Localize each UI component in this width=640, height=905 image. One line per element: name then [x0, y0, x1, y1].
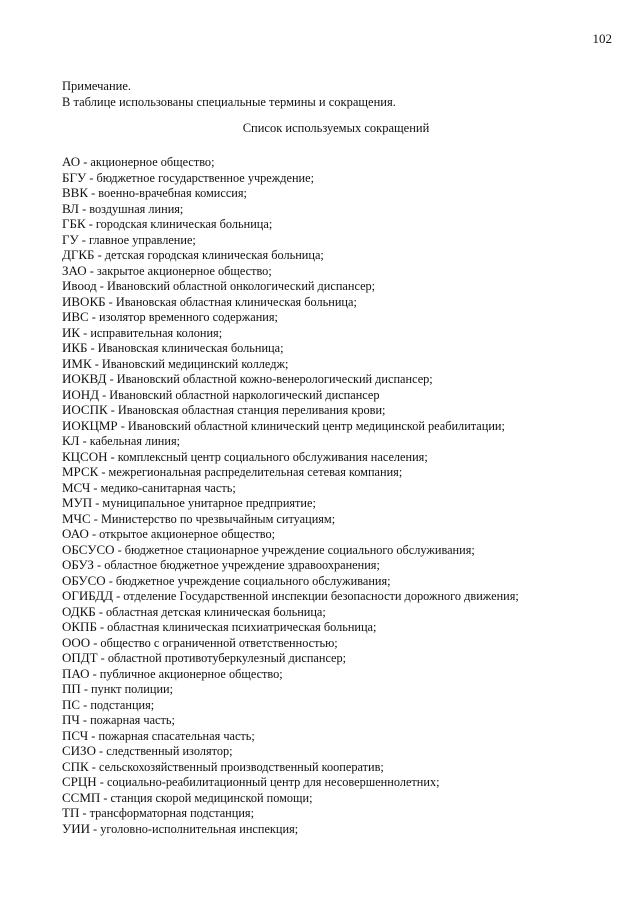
- abbreviation-term: АО: [62, 154, 81, 169]
- abbreviation-entry: СПК - сельскохозяйственный производственный кооператив;: [62, 758, 384, 774]
- abbreviation-definition: изолятор временного содержания;: [98, 310, 278, 324]
- abbreviation-definition: межрегиональная распределительная сетевая компания;: [108, 465, 403, 479]
- abbreviation-definition: областной противотуберкулезный диспансер;: [107, 651, 347, 665]
- abbreviation-entry: ИОКЦМР - Ивановский областной клинический центр медицинской реабилитации;: [62, 417, 505, 433]
- abbreviation-term: ОГИБДД: [62, 588, 113, 603]
- abbreviation-term: ЗАО: [62, 262, 87, 278]
- abbreviation-term: МСЧ: [62, 479, 91, 495]
- abbreviation-entry: ГБК - городская клиническая больница;: [62, 216, 273, 231]
- abbreviation-term: МЧС: [62, 510, 91, 526]
- abbreviation-term: ГУ: [62, 231, 79, 247]
- abbreviation-entry: ИМК - Ивановский медицинский колледж;: [62, 355, 289, 371]
- abbreviation-term: СПК: [62, 758, 89, 774]
- note-text: В таблице использованы специальные термины и сокращения.: [62, 95, 396, 109]
- abbreviation-entry: ИВС - изолятор временного содержания;: [62, 309, 278, 324]
- abbreviations-list-title: Список используемых сокращений: [242, 121, 430, 135]
- abbreviation-definition: Министерство по чрезвычайным ситуациям;: [100, 511, 336, 526]
- abbreviation-definition: пожарная спасательная часть;: [98, 728, 255, 743]
- abbreviation-term: ИК: [62, 324, 81, 340]
- abbreviation-entry: МУП - муниципальное унитарное предприятие;: [62, 495, 316, 510]
- abbreviation-definition: закрытое акционерное общество;: [96, 263, 272, 278]
- abbreviation-term: ИКБ: [62, 340, 88, 355]
- abbreviation-entry: ТП - трансформаторная подстанция;: [62, 805, 254, 820]
- abbreviation-entry: ООО - общество с ограниченной ответственностью;: [62, 634, 338, 650]
- abbreviation-definition: Ивановская областная станция переливания крови;: [117, 403, 386, 417]
- abbreviation-definition: детская городская клиническая больница;: [104, 248, 324, 262]
- abbreviation-definition: станция скорой медицинской помощи;: [110, 790, 313, 805]
- abbreviation-term: УИИ: [62, 820, 90, 836]
- abbreviation-entry: МСЧ - медико-санитарная часть;: [62, 479, 236, 495]
- abbreviation-term: ПП: [62, 681, 81, 696]
- abbreviation-entry: ИКБ - Ивановская клиническая больница;: [62, 340, 284, 355]
- abbreviation-definition: пункт полиции;: [91, 682, 174, 696]
- abbreviation-entry: ОБУЗ - областное бюджетное учреждение здравоохранения;: [62, 557, 380, 572]
- abbreviation-term: ГБК: [62, 216, 86, 231]
- abbreviation-term: СРЦН: [62, 774, 97, 789]
- abbreviation-definition: акционерное общество;: [90, 155, 215, 169]
- abbreviation-entry: ОГИБДД - отделение Государственной инспекции безопасности дорожного движения;: [62, 588, 519, 603]
- abbreviation-term: ИОКВД: [62, 371, 107, 386]
- note-block: [62, 78, 396, 110]
- abbreviation-definition: общество с ограниченной ответственностью;: [100, 635, 338, 650]
- abbreviation-term: Ивоод: [62, 278, 97, 293]
- abbreviation-term: ОБУЗ: [62, 557, 94, 572]
- abbreviation-definition: пожарная часть;: [90, 713, 175, 727]
- abbreviation-definition: открытое акционерное общество;: [99, 527, 276, 541]
- abbreviation-term: ССМП: [62, 789, 101, 805]
- abbreviation-term: КЛ: [62, 433, 80, 448]
- abbreviation-term: ИОКЦМР: [62, 417, 118, 433]
- abbreviation-definition: уголовно-исполнительная инспекция;: [100, 821, 299, 836]
- abbreviation-term: ИВОКБ: [62, 293, 106, 309]
- abbreviation-entry: ОДКБ - областная детская клиническая больница;: [62, 603, 326, 619]
- abbreviation-term: ПС: [62, 696, 81, 712]
- abbreviation-entry: ВВК - военно-врачебная комиссия;: [62, 185, 247, 200]
- abbreviation-entry: МЧС - Министерство по чрезвычайным ситуациям;: [62, 510, 336, 526]
- abbreviation-entry: СИЗО - следственный изолятор;: [62, 743, 233, 758]
- note-heading: Примечание.: [62, 79, 132, 93]
- abbreviation-term: БГУ: [62, 169, 87, 185]
- abbreviation-entry: ПЧ - пожарная часть;: [62, 712, 175, 727]
- abbreviation-term: ИОСПК: [62, 402, 108, 417]
- abbreviation-definition: Ивановская клиническая больница;: [97, 341, 284, 355]
- abbreviation-definition: военно-врачебная комиссия;: [98, 186, 247, 200]
- abbreviation-definition: медико-санитарная часть;: [100, 480, 236, 495]
- abbreviation-definition: Ивановский медицинский колледж;: [101, 356, 289, 371]
- abbreviation-term: МРСК: [62, 464, 99, 479]
- abbreviation-definition: публичное акционерное общество;: [99, 666, 283, 681]
- abbreviation-term: ОАО: [62, 526, 89, 541]
- abbreviation-entry: ПП - пункт полиции;: [62, 681, 174, 696]
- abbreviation-term: ООО: [62, 634, 91, 650]
- abbreviation-definition: Ивановский областной клинический центр медицинской реабилитации;: [127, 418, 505, 433]
- abbreviation-entry: ОБУСО - бюджетное учреждение социального обслуживания;: [62, 572, 391, 588]
- abbreviation-entry: ОБСУСО - бюджетное стационарное учреждение социального обслуживания;: [62, 541, 475, 557]
- abbreviation-entry: ПС - подстанция;: [62, 696, 155, 712]
- abbreviation-term: ДГКБ: [62, 247, 95, 262]
- abbreviation-entry: ИОСПК - Ивановская областная станция переливания крови;: [62, 402, 386, 417]
- abbreviation-definition: городская клиническая больница;: [95, 217, 273, 231]
- abbreviation-term: ОБУСО: [62, 572, 106, 588]
- abbreviation-term: МУП: [62, 495, 93, 510]
- abbreviation-entry: ПСЧ - пожарная спасательная часть;: [62, 727, 255, 743]
- abbreviation-term: ПЧ: [62, 712, 80, 727]
- abbreviation-entry: ГУ - главное управление;: [62, 231, 196, 247]
- abbreviation-term: ИОНД: [62, 386, 100, 402]
- page-number: 102: [592, 31, 612, 46]
- abbreviation-entry: КЛ - кабельная линия;: [62, 433, 181, 448]
- abbreviation-definition: Ивановский областной онкологический диспансер;: [106, 279, 376, 293]
- abbreviation-definition: бюджетное государственное учреждение;: [96, 170, 315, 185]
- abbreviation-definition: Ивановская областная клиническая больница;: [115, 294, 357, 309]
- abbreviation-definition: областное бюджетное учреждение здравоохранения;: [104, 558, 380, 572]
- abbreviation-entry: МРСК - межрегиональная распределительная сетевая компания;: [62, 464, 403, 479]
- abbreviation-term: ПСЧ: [62, 727, 89, 743]
- abbreviation-definition: сельскохозяйственный производственный кооператив;: [98, 759, 384, 774]
- abbreviation-definition: бюджетное учреждение социального обслуживания;: [115, 573, 391, 588]
- abbreviation-definition: областная клиническая психиатрическая больница;: [107, 620, 377, 634]
- abbreviation-definition: комплексный центр социального обслуживания населения;: [117, 449, 428, 464]
- abbreviation-term: ОДКБ: [62, 603, 96, 619]
- abbreviation-entry: ОКПБ - областная клиническая психиатрическая больница;: [62, 619, 377, 634]
- abbreviation-entry: ОАО - открытое акционерное общество;: [62, 526, 276, 541]
- abbreviation-entry: ПАО - публичное акционерное общество;: [62, 665, 283, 681]
- abbreviation-entry: ВЛ - воздушная линия;: [62, 200, 184, 216]
- abbreviation-entry: ИК - исправительная колония;: [62, 324, 223, 340]
- abbreviation-definition: социально-реабилитационный центр для несовершеннолетних;: [106, 775, 440, 789]
- abbreviation-definition: Ивановский областной наркологический диспансер: [109, 387, 380, 402]
- abbreviation-term: ВЛ: [62, 200, 79, 216]
- abbreviation-entry: УИИ - уголовно-исполнительная инспекция;: [62, 820, 299, 836]
- abbreviation-entry: КЦСОН - комплексный центр социального обслуживания населения;: [62, 448, 428, 464]
- abbreviation-definition: Ивановский областной кожно-венерологический диспансер;: [116, 372, 433, 386]
- abbreviation-entry: ССМП - станция скорой медицинской помощи;: [62, 789, 313, 805]
- abbreviation-term: ТП: [62, 805, 80, 820]
- abbreviation-entry: ИОКВД - Ивановский областной кожно-венерологический диспансер;: [62, 371, 433, 386]
- abbreviation-term: ОПДТ: [62, 650, 98, 665]
- abbreviation-term: ОКПБ: [62, 619, 97, 634]
- abbreviations-list: [62, 154, 519, 836]
- abbreviation-definition: кабельная линия;: [89, 434, 181, 448]
- abbreviation-entry: Ивоод - Ивановский областной онкологический диспансер;: [62, 278, 376, 293]
- abbreviation-definition: областная детская клиническая больница;: [106, 604, 326, 619]
- abbreviation-term: СИЗО: [62, 743, 96, 758]
- abbreviation-entry: ОПДТ - областной противотуберкулезный диспансер;: [62, 650, 347, 665]
- abbreviation-entry: АО - акционерное общество;: [62, 154, 215, 169]
- abbreviation-definition: муниципальное унитарное предприятие;: [102, 496, 316, 510]
- abbreviation-definition: главное управление;: [88, 232, 196, 247]
- abbreviation-definition: бюджетное стационарное учреждение социального обслуживания;: [124, 542, 475, 557]
- abbreviation-entry: ИВОКБ - Ивановская областная клиническая больница;: [62, 293, 357, 309]
- abbreviation-term: ИМК: [62, 355, 92, 371]
- abbreviation-definition: отделение Государственной инспекции безопасности дорожного движения;: [123, 589, 519, 603]
- abbreviation-entry: ЗАО - закрытое акционерное общество;: [62, 262, 272, 278]
- abbreviation-definition: подстанция;: [90, 697, 155, 712]
- abbreviation-term: ВВК: [62, 185, 89, 200]
- abbreviation-term: ПАО: [62, 665, 90, 681]
- abbreviation-term: КЦСОН: [62, 448, 108, 464]
- abbreviation-definition: трансформаторная подстанция;: [89, 806, 254, 820]
- abbreviation-definition: исправительная колония;: [90, 325, 223, 340]
- abbreviation-definition: следственный изолятор;: [106, 744, 233, 758]
- abbreviation-entry: ДГКБ - детская городская клиническая больница;: [62, 247, 324, 262]
- abbreviation-term: ОБСУСО: [62, 541, 115, 557]
- abbreviation-entry: ИОНД - Ивановский областной наркологический диспансер: [62, 386, 380, 402]
- abbreviation-entry: БГУ - бюджетное государственное учреждение;: [62, 169, 315, 185]
- abbreviation-term: ИВС: [62, 309, 89, 324]
- abbreviation-entry: СРЦН - социально-реабилитационный центр для несовершеннолетних;: [62, 774, 440, 789]
- abbreviation-definition: воздушная линия;: [89, 201, 184, 216]
